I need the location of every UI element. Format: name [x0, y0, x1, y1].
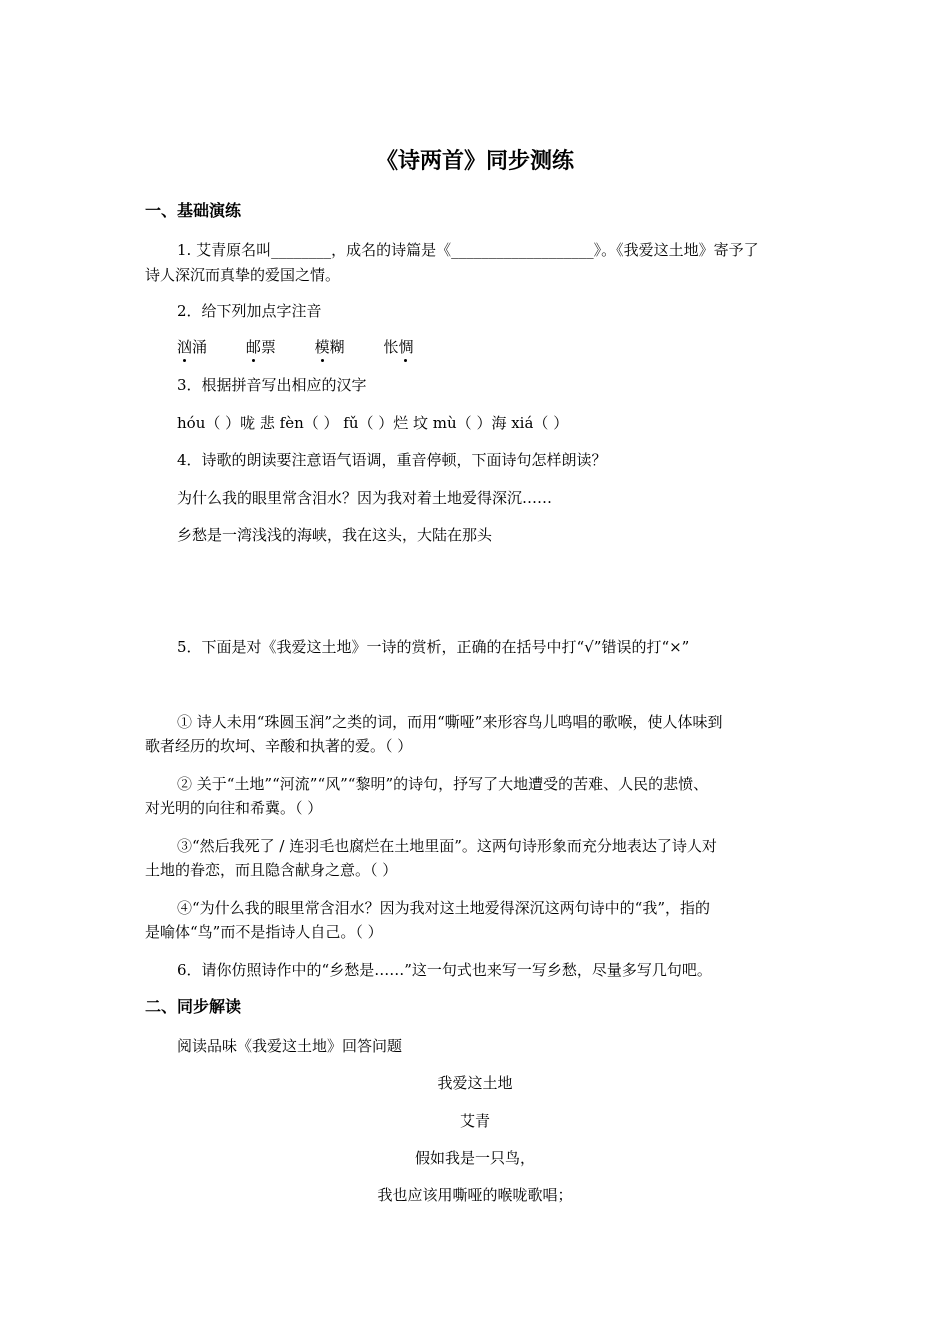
dotted-char: 邮 — [245, 338, 261, 356]
q5-item-3-line-2: 土地的眷恋，而且隐含献身之意。（ ） — [145, 861, 398, 879]
question-1-line-1: 1. 艾青原名叫________，成名的诗篇是《___________________》。《我爱这土地》寄予了 — [177, 241, 759, 259]
q5-item-2-line-1: ② 关于“土地”“河流”“风”“黎明”的诗句，抒写了大地遭受的苦难、人民的悲愤、 — [177, 775, 709, 793]
q5-item-1-line-2: 歌者经历的坎坷、辛酸和执著的爱。（ ） — [145, 737, 413, 755]
question-4-line-1: 为什么我的眼里常含泪水？因为我对着土地爱得深沉…… — [177, 489, 553, 507]
dotted-char: 模 — [314, 338, 330, 356]
section-heading-reading: 二、同步解读 — [145, 997, 242, 1016]
question-3-pinyin-line: hóu（ ）咙 悲 fèn（ ） fǔ（ ）烂 坟 mù（ ）海 xiá（ ） — [177, 414, 569, 432]
question-2-words — [177, 337, 413, 357]
word-3: 模糊 — [314, 338, 345, 356]
section-heading-basics: 一、基础演练 — [145, 201, 242, 220]
poem-author: 艾青 — [459, 1112, 490, 1130]
question-2-prompt: 2．给下列加点字注音 — [177, 302, 322, 320]
page-title: 《诗两首》同步测练 — [375, 149, 574, 174]
dotted-char: 汹 — [177, 338, 193, 356]
poem-line-1: 假如我是一只鸟， — [414, 1149, 535, 1167]
word-2: 邮票 — [245, 338, 276, 356]
question-5-prompt: 5．下面是对《我爱这土地》一诗的赏析，正确的在括号中打“√”错误的打“×” — [177, 638, 690, 656]
poem-title: 我爱这土地 — [437, 1074, 513, 1092]
q5-item-4-line-2: 是喻体“鸟”而不是指诗人自己。（ ） — [145, 923, 383, 941]
question-4-line-2: 乡愁是一湾浅浅的海峡，我在这头，大陆在那头 — [177, 526, 493, 544]
question-3-prompt: 3．根据拼音写出相应的汉字 — [177, 376, 367, 394]
dotted-char: 惆 — [398, 338, 414, 356]
question-4-prompt: 4．诗歌的朗读要注意语气语调，重音停顿，下面诗句怎样朗读？ — [177, 451, 607, 469]
question-1-line-2: 诗人深沉而真挚的爱国之情。 — [145, 266, 341, 284]
q5-item-1-line-1: ① 诗人未用“珠圆玉润”之类的词，而用“嘶哑”来形容鸟儿鸣唱的歌喉，使人体味到 — [177, 713, 723, 731]
word-1: 汹涌 — [177, 338, 208, 356]
q5-item-2-line-2: 对光明的向往和希冀。（ ） — [145, 799, 323, 817]
reading-intro: 阅读品味《我爱这土地》回答问题 — [177, 1037, 403, 1055]
question-6: 6．请你仿照诗作中的“乡愁是……”这一句式也来写一写乡愁，尽量多写几句吧。 — [177, 961, 712, 979]
q5-item-4-line-1: ④“为什么我的眼里常含泪水？因为我对这土地爱得深沉这两句诗中的“我”，指的 — [177, 899, 711, 917]
poem-line-2: 我也应该用嘶哑的喉咙歌唱； — [377, 1186, 573, 1204]
word-4: 怅惆 — [383, 338, 414, 356]
q5-item-3-line-1: ③“然后我死了 / 连羽毛也腐烂在土地里面”。这两句诗形象而充分地表达了诗人对 — [177, 837, 717, 855]
